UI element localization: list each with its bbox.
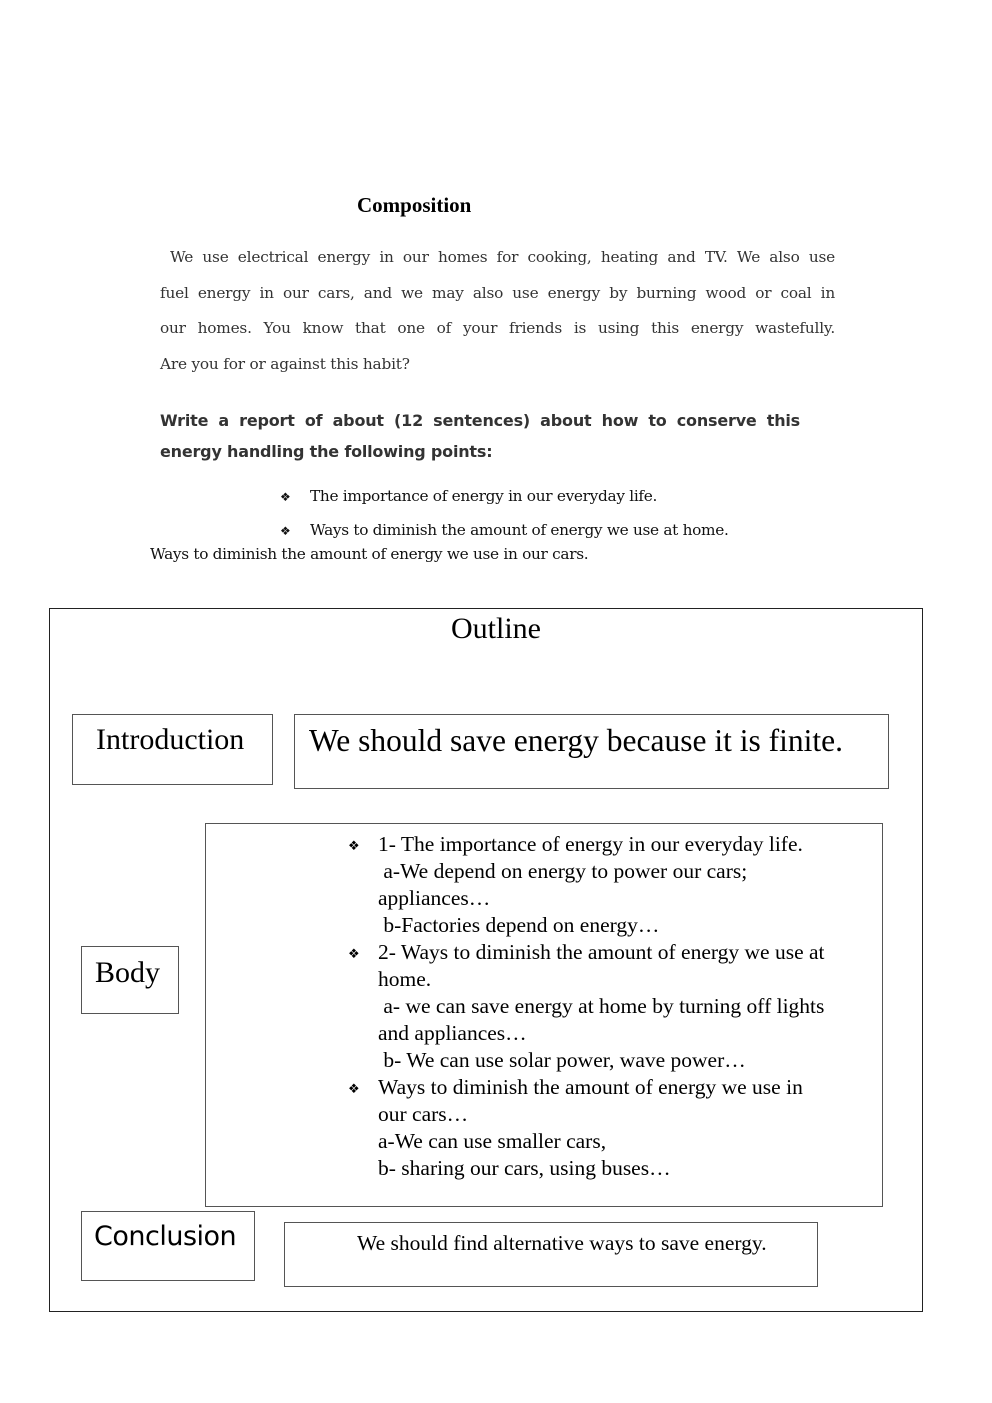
body-list-text: and appliances… [378,1021,527,1045]
point-item [280,521,729,539]
diamond-bullet-icon: ❖ [280,490,291,504]
body-list-text: 2- Ways to diminish the amount of energy we use at [378,940,825,964]
prompt-paragraph [160,240,835,382]
diamond-bullet-icon: ❖ [280,524,291,538]
prompt-line: Are you for or against this habit? [160,354,410,373]
conclusion-label-box [81,1211,255,1281]
body-list-text: Ways to diminish the amount of energy we use in [378,1075,803,1099]
task-instruction [160,405,800,467]
task-line: Write a report of about (12 sentences) about how to conserve this [160,411,800,430]
introduction-text-box [294,714,889,789]
introduction-label: Introduction [96,723,245,756]
page-title: Composition [357,193,472,217]
body-list [348,831,873,1182]
body-list-text: a- we can save energy at home by turning off lights [378,994,825,1018]
body-list-text: 1- The importance of energy in our everyday life. [378,832,803,856]
outline-title: Outline [451,612,541,645]
prompt-line: We use electrical energy in our homes for cooking, heating and TV. We also use [170,248,835,266]
body-list-text: home. [378,967,432,991]
body-list-text: b-Factories depend on energy… [378,913,660,937]
body-list-text: appliances… [378,886,491,910]
conclusion-label: Conclusion [94,1221,237,1252]
conclusion-text-box [284,1222,818,1287]
body-list-item [348,1101,873,1128]
body-list-item [348,858,873,885]
body-list-item [348,912,873,939]
body-list-text: our cars… [378,1102,469,1126]
point-text: Ways to diminish the amount of energy we use in our cars. [150,545,589,563]
body-list-item [348,1047,873,1074]
prompt-line: our homes. You know that one of your friends is using this energy wastefully. [160,319,835,337]
body-list-text: a-We can use smaller cars, [378,1129,607,1153]
conclusion-text: We should find alternative ways to save energy. [357,1231,767,1255]
point-text: The importance of energy in our everyday life. [310,487,658,505]
point-item [280,487,657,505]
body-list-item [348,885,873,912]
body-list-item [348,939,873,966]
diamond-bullet-icon: ❖ [348,838,360,853]
body-list-item [348,993,873,1020]
prompt-line: fuel energy in our cars, and we may also use energy by burning wood or coal in [160,283,835,302]
body-list-item [348,1155,873,1182]
body-list-text: b- We can use solar power, wave power… [378,1048,746,1072]
task-line: energy handling the following points: [160,442,493,461]
body-list-item [348,1074,873,1101]
body-list-item [348,966,873,993]
point-item [150,545,588,563]
diamond-bullet-icon: ❖ [348,1081,360,1096]
body-label-box [81,946,179,1014]
point-text: Ways to diminish the amount of energy we use at home. [310,521,729,539]
body-list-text: a-We depend on energy to power our cars; [378,859,748,883]
body-list-item [348,1128,873,1155]
body-label: Body [95,956,161,989]
introduction-label-box [72,714,273,785]
diamond-bullet-icon: ❖ [348,946,360,961]
body-list-item [348,1020,873,1047]
body-list-text: b- sharing our cars, using buses… [378,1156,671,1180]
introduction-text: We should save energy because it is finite. [309,723,843,758]
body-list-item [348,831,873,858]
